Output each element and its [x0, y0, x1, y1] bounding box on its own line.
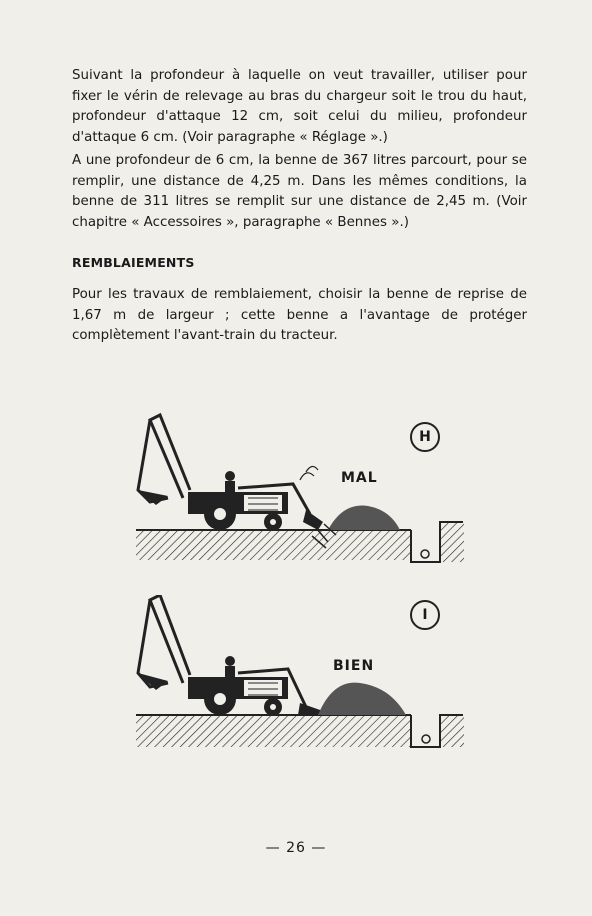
paragraph-backfill: Pour les travaux de remblaiement, choisir la benne de reprise de 1,67 m de largeur ; cette benne a l'avantage de protéger complètement l'avant-train du tracteur. — [72, 287, 527, 343]
page-number: — 26 — — [265, 840, 327, 856]
label-right: BIEN — [333, 658, 375, 674]
badge-h: H — [410, 422, 440, 452]
label-wrong: MAL — [341, 470, 378, 486]
badge-i: I — [410, 600, 440, 630]
section-heading: REMBLAIEMENTS — [72, 255, 195, 270]
figure-wrong-method — [128, 410, 468, 580]
figure-right-method — [128, 595, 468, 755]
paragraph-bucket-distance: A une profondeur de 6 cm, la benne de 367 litres parcourt, pour se remplir, une distance de 4,25 m. Dans les mêmes conditions, la benne de 311 litres se remplit sur une distance de 2,45 m. (Voir chapitre « Accessoires », paragraphe « Bennes ».) — [72, 153, 527, 230]
paragraph-depth-setting: Suivant la profondeur à laquelle on veut travailler, utiliser pour fixer le vérin de relevage au bras du chargeur soit le trou du haut, profondeur d'attaque 12 cm, soit celui du milieu, profondeur d'attaque 6 cm. (Voir paragraphe « Réglage ».) — [72, 68, 527, 145]
